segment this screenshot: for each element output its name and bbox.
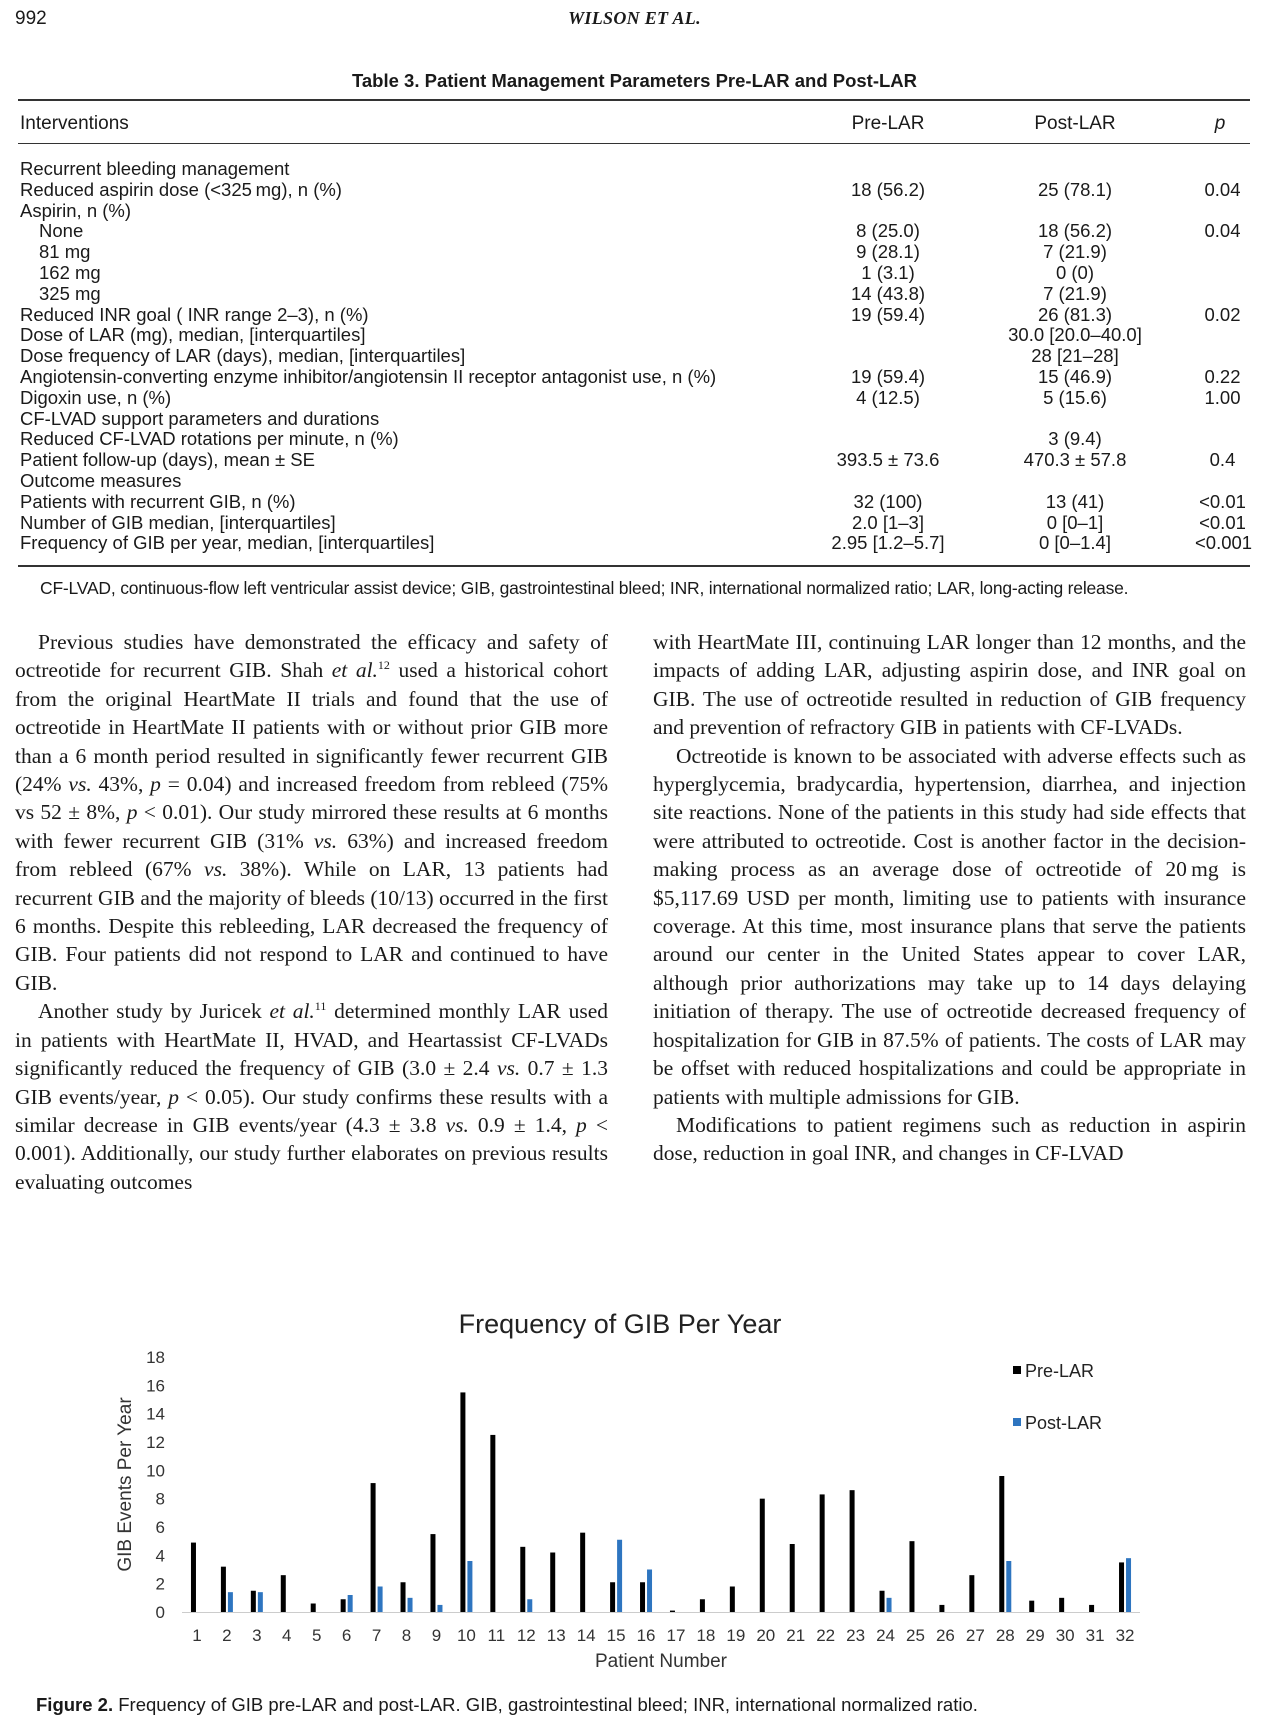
bar-pre-lar: [430, 1534, 435, 1612]
table-cell-post-lar: 25 (78.1): [1037, 178, 1113, 200]
bar-post-lar: [258, 1592, 263, 1612]
x-tick-label: 7: [371, 1626, 382, 1645]
bar-pre-lar: [610, 1582, 615, 1612]
bar-post-lar: [887, 1598, 892, 1612]
bar-post-lar: [228, 1592, 233, 1612]
table-cell-p: 0.04: [1204, 220, 1241, 242]
x-tick-label: 15: [606, 1626, 626, 1645]
table-cell-p: <0.001: [1195, 532, 1253, 554]
bar-post-lar: [617, 1540, 622, 1612]
bar-post-lar: [527, 1599, 532, 1612]
bar-pre-lar: [1029, 1601, 1034, 1612]
table-cell-p: 0.04: [1204, 178, 1241, 200]
table-cell-pre-lar: 8 (25.0): [856, 220, 920, 242]
table-row: [20, 221, 1250, 242]
bar-post-lar: [408, 1598, 413, 1612]
figure-caption-text: Frequency of GIB pre-LAR and post-LAR. GIB, gastrointestinal bleed; INR, international normalized ratio.: [113, 1694, 978, 1715]
table-cell-label: CF-LVAD support parameters and durations: [20, 407, 380, 429]
legend-swatch-post-lar: [1013, 1418, 1021, 1426]
legend-label-post-lar: Post-LAR: [1025, 1413, 1103, 1433]
table-footnote: CF-LVAD, continuous-flow left ventricular assist device; GIB, gastrointestinal bleed; INR, international normalized ratio; LAR, long-acting release.: [40, 578, 1129, 598]
x-tick-label: 8: [401, 1626, 412, 1645]
y-tick-label: 4: [155, 1546, 165, 1566]
x-tick-label: 11: [487, 1626, 506, 1645]
table-cell-post-lar: 18 (56.2): [1037, 220, 1113, 242]
table-cell-label: Dose frequency of LAR (days), median, [interquartiles]: [20, 345, 466, 367]
bar-pre-lar: [640, 1582, 645, 1612]
x-tick-label: 31: [1085, 1626, 1105, 1645]
y-tick-label: 10: [146, 1461, 165, 1481]
table-cell-post-lar: 15 (46.9): [1037, 365, 1113, 387]
table-row: [20, 305, 1250, 326]
table-cell-post-lar: 0 (0): [1055, 261, 1095, 283]
bar-pre-lar: [371, 1483, 376, 1612]
bar-pre-lar: [700, 1599, 705, 1612]
y-tick-label: 16: [146, 1376, 165, 1396]
table-row: [20, 284, 1250, 305]
table-cell-label: Recurrent bleeding management: [20, 158, 290, 179]
bar-pre-lar: [341, 1599, 346, 1612]
y-tick-label: 2: [155, 1574, 165, 1594]
table-row: [20, 346, 1250, 367]
bar-pre-lar: [880, 1591, 885, 1612]
body-paragraph: Previous studies have demonstrated the efficacy and safety of octreotide for recurrent GIB. Shah et al.$^{12}$ used a historical cohort from the original HeartMate II trials and found that the use of octreotide in HeartMate II patients with or without prior GIB more than a 6 month period resulted in significantly fewer recurrent GIB (24% vs. 43%, p = 0.04) and increased freedom from rebleed (75% vs 52 ± 8%, p < 0.01). Our study mirrored these results at 6 months with fewer recurrent GIB (31% vs. 63%) and increased freedom from rebleed (67% vs. 38%). While on LAR, 13 patients had recurrent GIB and the majority of bleeds (10/13) occurred in the first 6 months. Despite this rebleeding, LAR decreased the frequency of GIB. Four patients did not respond to LAR and continued to have GIB.: [15, 630, 608, 995]
table-cell-label: 81 mg: [39, 241, 91, 263]
bar-pre-lar: [1089, 1605, 1094, 1612]
table-row: [20, 532, 1253, 554]
table-row: [20, 429, 1250, 450]
table-cell-pre-lar: 2.95 [1.2–5.7]: [831, 532, 945, 554]
table-cell-label: Patient follow-up (days), mean ± SE: [20, 449, 315, 471]
bar-post-lar: [1006, 1561, 1011, 1612]
table-row: [20, 242, 1250, 263]
bar-pre-lar: [939, 1605, 944, 1612]
x-tick-label: 25: [906, 1626, 925, 1645]
table-cell-label: Outcome measures: [20, 469, 182, 491]
body-paragraph: Octreotide is known to be associated with adverse effects such as hyperglycemia, bradycardia, hypertension, diarrhea, and injection site reactions. None of the patients in this study had side effects that were attributed to octreotide. Cost is another factor in the decision-making process as an average dose of octreotide of 20 mg is $5,117.69 USD per month, limiting use to patients with insurance coverage. At this time, most insurance plans that serve the patients around our center in the United States appear to cover LAR, although prior authorizations may take up to 14 days delaying initiation of therapy. The use of octreotide decreased frequency of hospitalization for GIB in 87.5% of patients. The costs of LAR may be offset with reduced hospitalizations and could be appropriate in patients with multiple admissions for GIB.: [653, 743, 1246, 1109]
table-cell-p: 0.22: [1204, 365, 1241, 387]
x-tick-label: 5: [311, 1626, 322, 1645]
bar-pre-lar: [460, 1392, 465, 1612]
y-tick-label: 8: [155, 1489, 165, 1509]
table-row: [20, 263, 1250, 284]
table-cell-label: Aspirin, n (%): [20, 199, 132, 221]
table-cell-pre-lar: 1 (3.1): [861, 261, 915, 283]
table-cell-label: Reduced CF-LVAD rotations per minute, n (%): [20, 428, 399, 450]
y-tick-label: 6: [155, 1518, 165, 1537]
table-cell-label: Angiotensin-converting enzyme inhibitor/angiotensin II receptor antagonist use, n (%): [20, 365, 717, 387]
bar-post-lar: [467, 1561, 472, 1612]
table-cell-post-lar: 470.3 ± 57.8: [1023, 449, 1127, 471]
table-cell-post-lar: 5 (15.6): [1043, 386, 1107, 408]
table-cell-label: Frequency of GIB per year, median, [interquartiles]: [20, 532, 435, 554]
x-tick-label: 20: [756, 1626, 776, 1645]
bar-pre-lar: [221, 1567, 226, 1612]
table-cell-p: 0.02: [1204, 303, 1241, 325]
table-cell-post-lar: 30.0 [20.0–40.0]: [1008, 324, 1142, 346]
table-cell-label: 162 mg: [39, 261, 101, 283]
x-tick-label: 26: [935, 1626, 955, 1645]
bar-pre-lar: [969, 1575, 974, 1612]
table-cell-p: <0.01: [1199, 511, 1246, 533]
x-tick-label: 19: [726, 1626, 746, 1645]
bar-post-lar: [1126, 1558, 1131, 1612]
x-tick-label: 24: [876, 1626, 895, 1645]
x-tick-label: 27: [965, 1626, 985, 1645]
bar-post-lar: [348, 1595, 353, 1612]
bar-pre-lar: [251, 1591, 256, 1612]
bar-pre-lar: [311, 1604, 316, 1613]
figure-caption: [36, 1694, 978, 1716]
bar-pre-lar: [760, 1499, 765, 1612]
table-cell-post-lar: 26 (81.3): [1037, 303, 1113, 325]
table-header-pre-lar: Pre-LAR: [851, 113, 925, 134]
table-cell-pre-lar: 19 (59.4): [850, 365, 926, 387]
bar-pre-lar: [670, 1611, 675, 1612]
bar-pre-lar: [790, 1544, 795, 1612]
table-row: [20, 513, 1250, 534]
bar-post-lar: [437, 1605, 442, 1612]
bar-pre-lar: [1059, 1598, 1064, 1612]
table-cell-post-lar: 0 [0–1.4]: [1038, 532, 1111, 554]
table-row: [20, 325, 1250, 346]
y-tick-label: 12: [146, 1433, 165, 1452]
table-top-rule: [18, 99, 1250, 101]
table-row: [20, 450, 1250, 471]
table-cell-label: Number of GIB median, [interquartiles]: [20, 511, 336, 533]
x-tick-label: 22: [816, 1626, 836, 1645]
bar-pre-lar: [191, 1543, 196, 1612]
x-tick-label: 1: [192, 1626, 202, 1645]
x-tick-label: 14: [576, 1626, 596, 1645]
table-header-rule: [18, 143, 1250, 144]
running-head: WILSON ET AL.: [568, 8, 701, 28]
bar-pre-lar: [1119, 1562, 1124, 1612]
table-cell-pre-lar: 393.5 ± 73.6: [836, 449, 940, 471]
x-tick-label: 21: [786, 1626, 806, 1645]
x-tick-label: 4: [282, 1626, 292, 1645]
bar-pre-lar: [490, 1435, 495, 1612]
table-cell-pre-lar: 4 (12.5): [856, 386, 920, 408]
x-tick-label: 32: [1115, 1626, 1135, 1645]
bar-pre-lar: [281, 1575, 286, 1612]
table-row: [20, 388, 1250, 409]
bar-pre-lar: [730, 1587, 735, 1613]
x-tick-label: 2: [222, 1626, 232, 1645]
x-tick-label: 12: [516, 1626, 536, 1645]
x-tick-label: 17: [666, 1626, 686, 1645]
figure-caption-label: Figure 2.: [36, 1694, 114, 1715]
y-tick-label: 14: [146, 1404, 165, 1424]
body-paragraph: Another study by Juricek et al.$^{11}$ determined monthly LAR used in patients with HeartMate II, HVAD, and Heartassist CF-LVADs significantly reduced the frequency of GIB (3.0 ± 2.4 vs. 0.7 ± 1.3 GIB events/year, p < 0.05). Our study confirms these results with a similar decrease in GIB events/year (4.3 ± 3.8 vs. 0.9 ± 1.4, p < 0.001). Additionally, our study further elaborates on previous results evaluating outcomes: [15, 999, 609, 1194]
table-row: [20, 180, 1250, 201]
table-row: [20, 471, 1250, 492]
bar-pre-lar: [580, 1533, 585, 1612]
figure-2: [0, 1290, 1269, 1690]
bar-chart: [0, 1290, 1269, 1690]
bar-post-lar: [378, 1587, 383, 1613]
x-tick-label: 9: [431, 1626, 442, 1645]
table-cell-pre-lar: 9 (28.1): [856, 241, 920, 263]
table-cell-post-lar: 3 (9.4): [1048, 428, 1102, 450]
bar-pre-lar: [550, 1553, 555, 1613]
x-tick-label: 3: [252, 1626, 262, 1645]
table-header-interventions: Interventions: [20, 113, 129, 134]
table-cell-pre-lar: 14 (43.8): [850, 282, 926, 304]
table-header-p: p: [1214, 113, 1226, 134]
table-row: [20, 492, 1250, 513]
y-axis-label: GIB Events Per Year: [115, 1397, 136, 1572]
table-row: [20, 367, 1250, 388]
x-tick-label: 6: [341, 1626, 352, 1645]
table-cell-pre-lar: 19 (59.4): [850, 303, 926, 325]
page-number: 992: [15, 8, 47, 29]
body-column-left: [15, 628, 608, 1196]
table-cell-pre-lar: 18 (56.2): [850, 178, 926, 200]
bar-pre-lar: [850, 1490, 855, 1612]
bar-pre-lar: [909, 1541, 914, 1612]
bar-pre-lar: [999, 1476, 1004, 1612]
table-cell-label: None: [39, 220, 84, 242]
x-tick-label: 10: [456, 1626, 476, 1645]
bar-pre-lar: [820, 1494, 825, 1612]
table-cell-post-lar: 7 (21.9): [1043, 282, 1107, 304]
x-tick-label: 28: [995, 1626, 1015, 1645]
body-column-right: [653, 628, 1246, 1168]
x-tick-label: 23: [846, 1626, 866, 1645]
table-cell-post-lar: 13 (41): [1045, 490, 1105, 512]
chart-title: Frequency of GIB Per Year: [458, 1309, 782, 1339]
table-cell-p: 1.00: [1204, 386, 1241, 408]
table-cell-p: <0.01: [1199, 490, 1246, 512]
bar-pre-lar: [520, 1547, 525, 1612]
table-cell-post-lar: 28 [21–28]: [1031, 345, 1119, 367]
table-body: [20, 158, 1253, 554]
table-row: [20, 409, 1250, 430]
table-cell-label: Digoxin use, n (%): [20, 386, 172, 408]
table-cell-label: Reduced INR goal ( INR range 2–3), n (%): [20, 303, 369, 325]
table-cell-label: Dose of LAR (mg), median, [interquartiles]: [20, 324, 366, 346]
table-cell-post-lar: 7 (21.9): [1043, 241, 1107, 263]
body-paragraph: Modifications to patient regimens such as reduction in aspirin dose, reduction in goal INR, and changes in CF-LVAD: [653, 1112, 1246, 1166]
x-tick-label: 29: [1025, 1626, 1045, 1645]
x-tick-label: 16: [636, 1626, 656, 1645]
body-paragraph: with HeartMate III, continuing LAR longer than 12 months, and the impacts of adding LAR, adjusting aspirin dose, and INR goal on GIB. The use of octreotide resulted in reduction of GIB frequency and prevention of refractory GIB in patients with CF-LVADs.: [653, 630, 1246, 740]
table-header-post-lar: Post-LAR: [1034, 113, 1116, 134]
table-title: Table 3. Patient Management Parameters Pre-LAR and Post-LAR: [351, 70, 918, 91]
table-cell-pre-lar: 2.0 [1–3]: [851, 511, 924, 533]
table-cell-label: Patients with recurrent GIB, n (%): [20, 490, 296, 512]
y-tick-label: 18: [146, 1348, 165, 1367]
table-cell-pre-lar: 32 (100): [853, 490, 923, 512]
table-row: [20, 201, 1250, 222]
bar-pre-lar: [401, 1582, 406, 1612]
legend-label-pre-lar: Pre-LAR: [1025, 1361, 1095, 1381]
table-bottom-rule: [18, 565, 1250, 567]
table-cell-p: 0.4: [1209, 449, 1236, 471]
legend-swatch-pre-lar: [1013, 1366, 1021, 1374]
y-tick-label: 0: [155, 1603, 165, 1622]
table-cell-label: 325 mg: [39, 282, 101, 304]
table-row: [20, 159, 1250, 180]
x-tick-label: 30: [1055, 1626, 1075, 1645]
x-axis-label: Patient Number: [594, 1651, 728, 1672]
x-tick-label: 13: [546, 1626, 566, 1645]
x-tick-label: 18: [696, 1626, 716, 1645]
bar-post-lar: [647, 1570, 652, 1613]
table-cell-post-lar: 0 [0–1]: [1046, 511, 1104, 533]
table-cell-label: Reduced aspirin dose (<325 mg), n (%): [20, 178, 342, 200]
